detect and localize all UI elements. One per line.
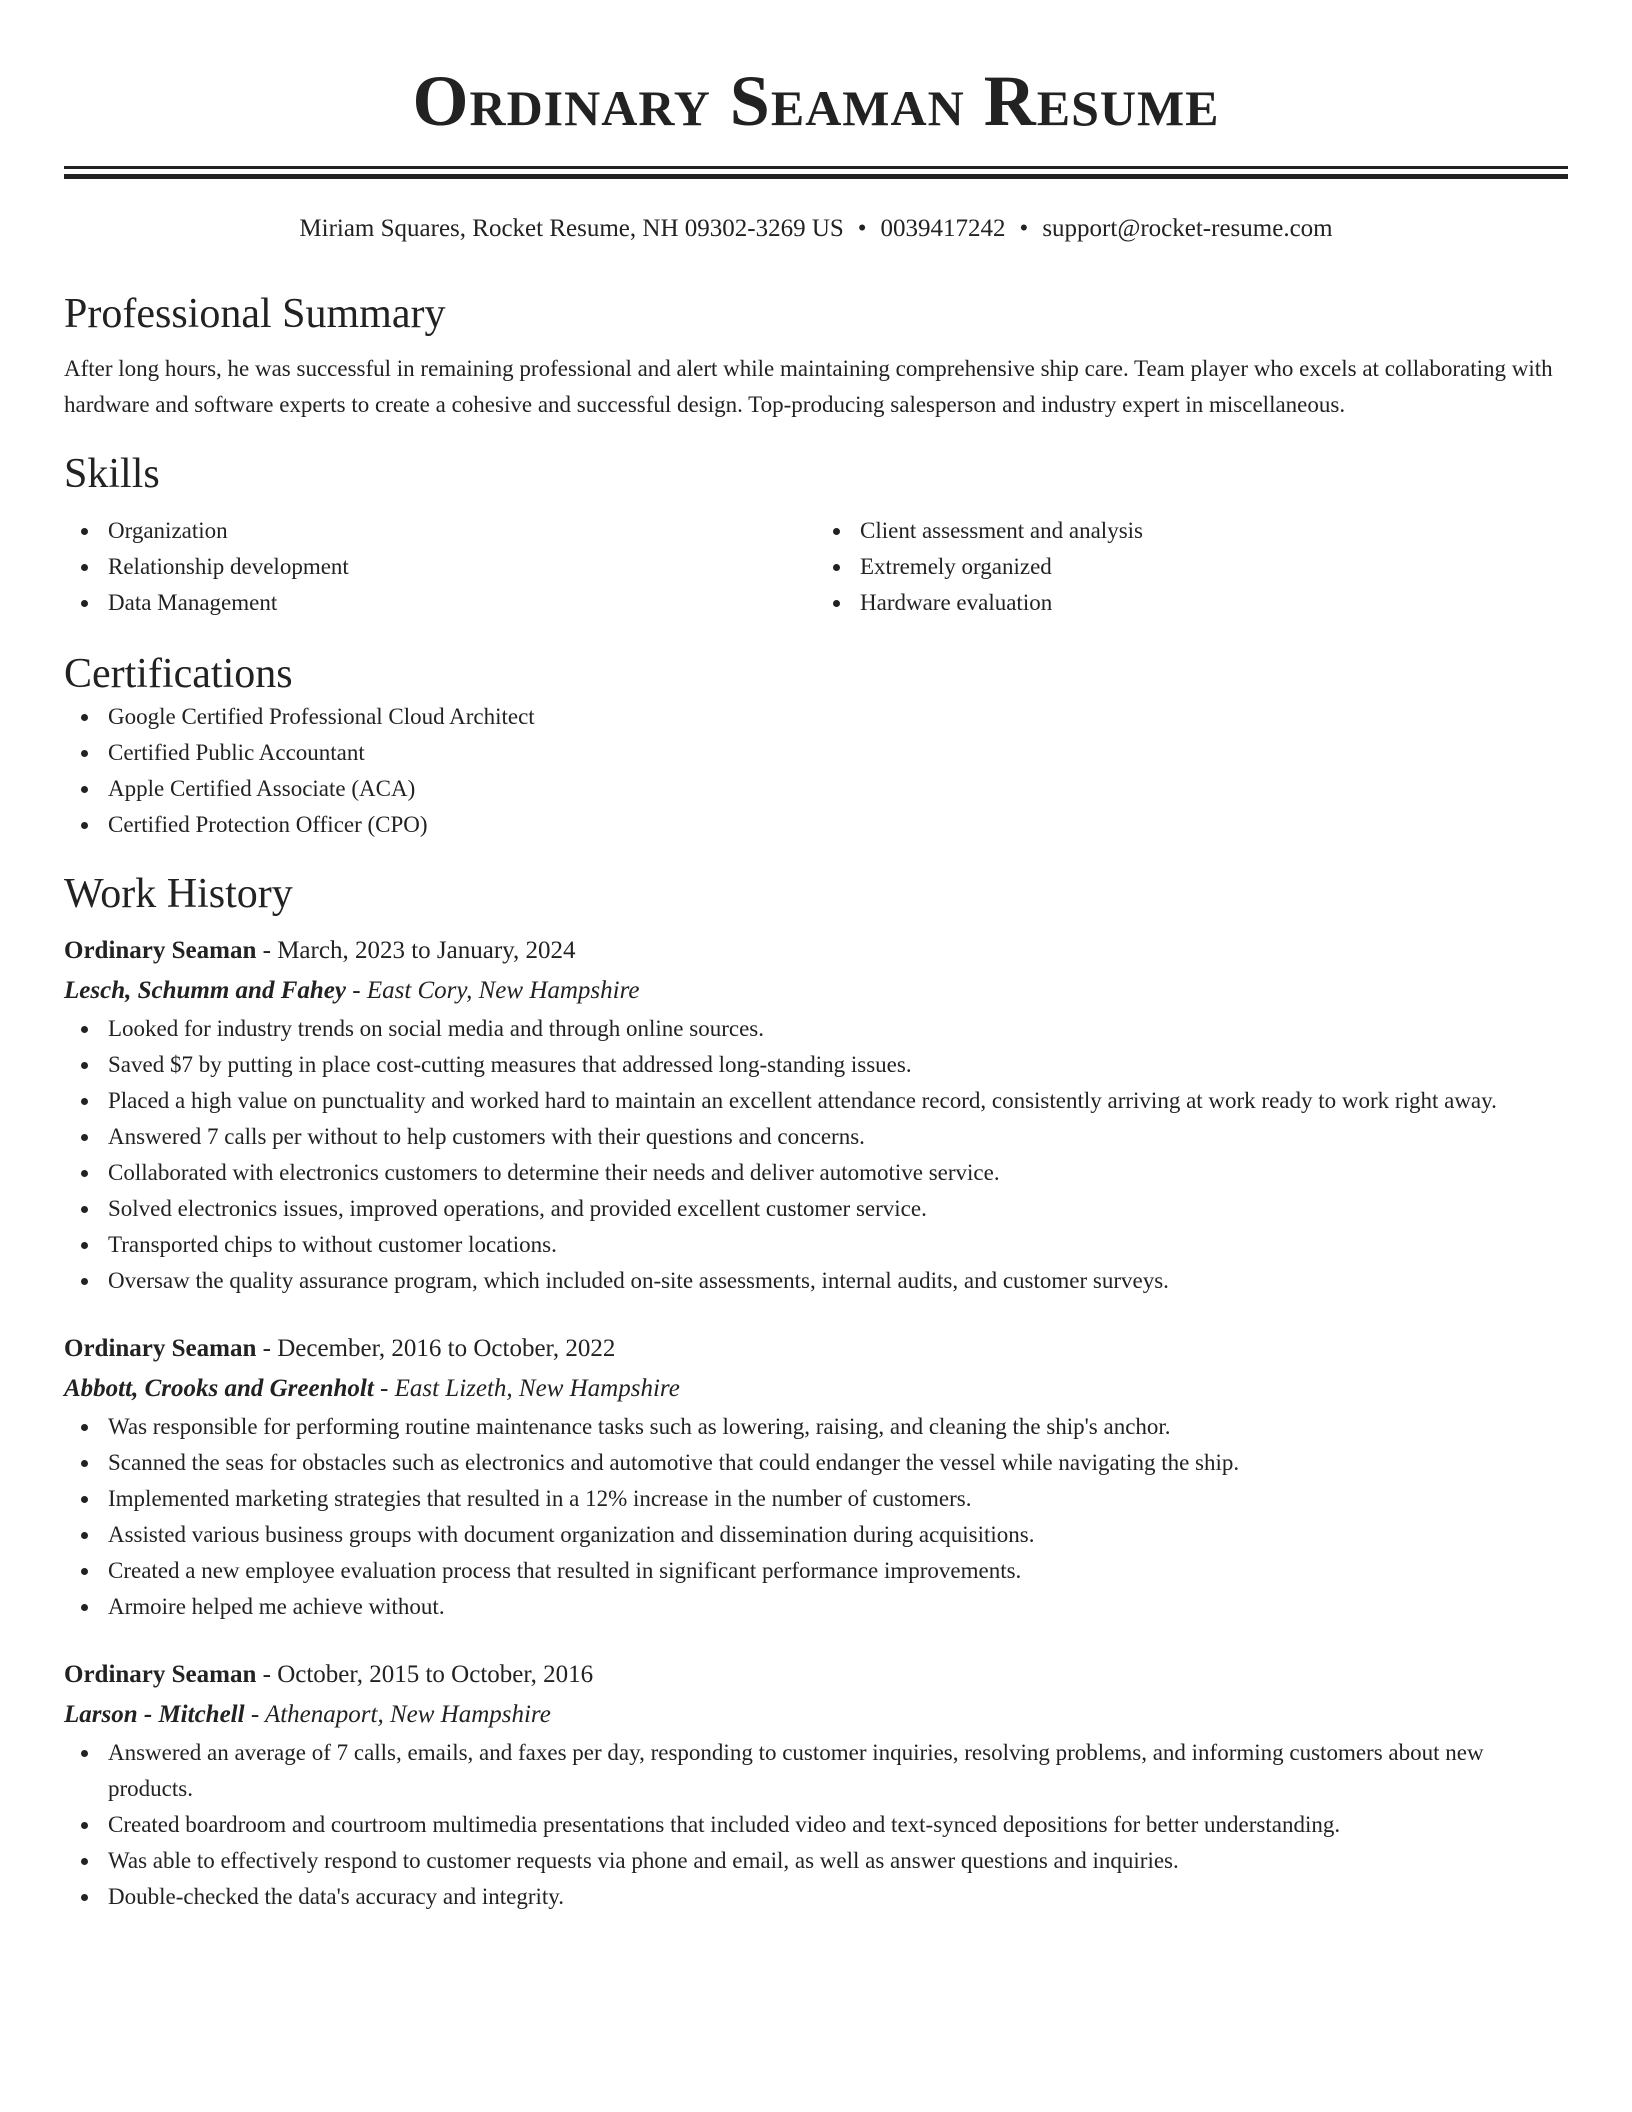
skill-item: Extremely organized — [816, 549, 1568, 585]
job-header — [64, 1329, 1568, 1369]
job-role: Ordinary Seaman — [64, 937, 257, 964]
summary-text: After long hours, he was successful in remaining professional and alert while maintaining comprehensive ship care. Team player who excels at collaborating with hardware and software experts to create a cohesive and successful design. Top-producing salesperson and industry expert in miscellaneous. — [64, 356, 1553, 417]
job-role: Ordinary Seaman — [64, 1661, 257, 1688]
skills-grid — [64, 513, 1568, 621]
job-dash: - — [244, 1701, 265, 1728]
work-history-heading: Work History — [64, 871, 293, 917]
job-duty: Saved $7 by putting in place cost-cutting measures that addressed long-standing issues. — [64, 1047, 1568, 1083]
job-entry — [64, 1329, 1568, 1625]
job-duties-list — [64, 1409, 1568, 1625]
contact-email[interactable]: support@rocket-resume.com — [1042, 215, 1333, 242]
skill-item: Client assessment and analysis — [816, 513, 1568, 549]
job-duty: Double-checked the data's accuracy and integrity. — [64, 1879, 1568, 1915]
certifications-list — [64, 699, 1568, 843]
job-duty: Transported chips to without customer locations. — [64, 1227, 1568, 1263]
contact-phone: 0039417242 — [880, 215, 1006, 242]
resume-title: Ordinary Seaman Resume — [412, 61, 1220, 141]
job-duty: Was able to effectively respond to customer requests via phone and email, as well as answer questions and inquiries. — [64, 1843, 1568, 1879]
certification-item: Certified Public Accountant — [64, 735, 1568, 771]
job-dates: December, 2016 to October, 2022 — [277, 1335, 616, 1362]
certification-item: Google Certified Professional Cloud Architect — [64, 699, 1568, 735]
job-location: Athenaport, New Hampshire — [264, 1701, 551, 1728]
skills-list-left — [64, 513, 816, 621]
job-company: Lesch, Schumm and Fahey — [64, 977, 346, 1004]
summary-heading: Professional Summary — [64, 291, 446, 337]
certifications-heading: Certifications — [64, 651, 293, 697]
certification-item: Apple Certified Associate (ACA) — [64, 771, 1568, 807]
job-company-line — [64, 1695, 1568, 1735]
title-divider — [64, 166, 1568, 179]
job-duty: Solved electronics issues, improved operations, and provided excellent customer service. — [64, 1191, 1568, 1227]
skill-item: Data Management — [64, 585, 816, 621]
job-location: East Cory, New Hampshire — [366, 977, 640, 1004]
job-duty: Implemented marketing strategies that resulted in a 12% increase in the number of customers. — [64, 1481, 1568, 1517]
job-dash: - — [256, 1661, 278, 1688]
job-header — [64, 1655, 1568, 1695]
job-location: East Lizeth, New Hampshire — [394, 1375, 680, 1402]
skills-column-left — [64, 513, 816, 621]
job-duty: Scanned the seas for obstacles such as electronics and automotive that could endanger the vessel while navigating the ship. — [64, 1445, 1568, 1481]
skill-item: Organization — [64, 513, 816, 549]
job-dash: - — [373, 1375, 395, 1402]
job-duty: Placed a high value on punctuality and worked hard to maintain an excellent attendance record, consistently arriving at work ready to work right away. — [64, 1083, 1568, 1119]
job-duty: Collaborated with electronics customers to determine their needs and deliver automotive service. — [64, 1155, 1568, 1191]
job-dates: March, 2023 to January, 2024 — [277, 937, 576, 964]
job-dates: October, 2015 to October, 2016 — [277, 1661, 594, 1688]
certification-item: Certified Protection Officer (CPO) — [64, 807, 1568, 843]
job-duty: Was responsible for performing routine maintenance tasks such as lowering, raising, and cleaning the ship's anchor. — [64, 1409, 1568, 1445]
skills-list-right — [816, 513, 1568, 621]
job-dash: - — [256, 1335, 278, 1362]
job-duty: Created a new employee evaluation process that resulted in significant performance improvements. — [64, 1553, 1568, 1589]
job-duties-list — [64, 1011, 1568, 1299]
contact-separator: • — [1019, 215, 1029, 242]
job-entry — [64, 931, 1568, 1299]
job-dash: - — [345, 977, 367, 1004]
job-entry — [64, 1655, 1568, 1915]
skill-item: Hardware evaluation — [816, 585, 1568, 621]
job-duties-list — [64, 1735, 1568, 1915]
job-duty: Armoire helped me achieve without. — [64, 1589, 1568, 1625]
job-company: Larson - Mitchell — [64, 1701, 245, 1728]
job-header — [64, 931, 1568, 971]
job-company-line — [64, 971, 1568, 1011]
job-duty: Assisted various business groups with document organization and dissemination during acquisitions. — [64, 1517, 1568, 1553]
job-duty: Created boardroom and courtroom multimedia presentations that included video and text-synced depositions for better understanding. — [64, 1807, 1568, 1843]
contact-line — [64, 213, 1568, 245]
job-duty: Looked for industry trends on social media and through online sources. — [64, 1011, 1568, 1047]
skill-item: Relationship development — [64, 549, 816, 585]
job-duty: Answered an average of 7 calls, emails, and faxes per day, responding to customer inquiries, resolving problems, and informing customers about new products. — [64, 1735, 1568, 1807]
skills-heading: Skills — [64, 451, 160, 497]
job-dash: - — [256, 937, 278, 964]
job-duty: Oversaw the quality assurance program, which included on-site assessments, internal audits, and customer surveys. — [64, 1263, 1568, 1299]
skills-column-right — [816, 513, 1568, 621]
job-role: Ordinary Seaman — [64, 1335, 257, 1362]
contact-address: Miriam Squares, Rocket Resume, NH 09302-3269 US — [299, 215, 844, 242]
contact-separator: • — [857, 215, 867, 242]
job-company-line — [64, 1369, 1568, 1409]
job-company: Abbott, Crooks and Greenholt — [64, 1375, 374, 1402]
job-duty: Answered 7 calls per without to help customers with their questions and concerns. — [64, 1119, 1568, 1155]
